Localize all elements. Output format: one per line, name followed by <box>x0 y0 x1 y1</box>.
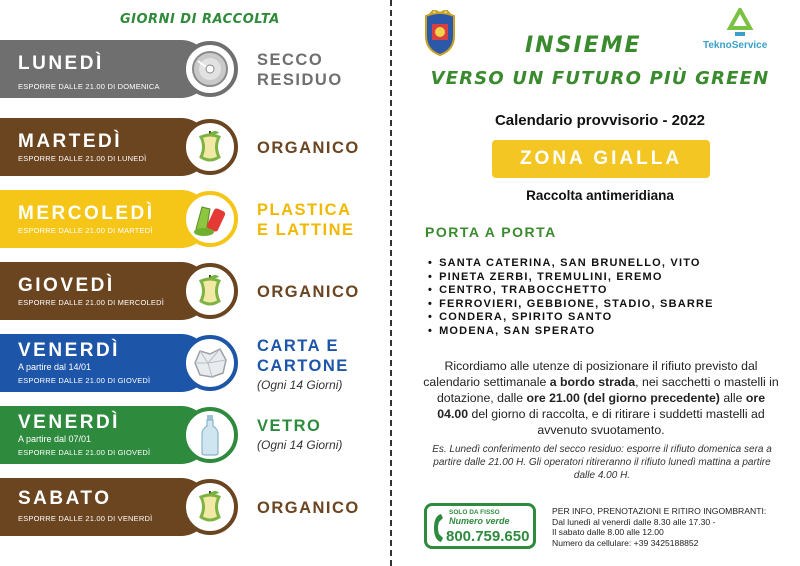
day-name: MERCOLEDÌ <box>18 203 155 224</box>
list-item: • PINETA ZERBI, TREMULINI, EREMO <box>428 271 714 285</box>
dashed-divider <box>390 0 392 566</box>
info-line: Numero da cellulare: +39 3425188852 <box>552 537 699 548</box>
phone-number[interactable]: 800.759.650 <box>446 528 530 545</box>
reminder-paragraph <box>420 358 782 438</box>
day-note: ESPORRE DALLE 21.00 DI GIOVEDÌ <box>18 376 151 385</box>
waste-line: VETRO <box>257 417 322 435</box>
section-heading: PORTA A PORTA <box>425 224 557 240</box>
glass-bottle-icon <box>182 407 238 463</box>
waste-type <box>257 138 360 158</box>
day-name: MARTEDÌ <box>18 131 123 152</box>
plastic-can-icon <box>182 191 238 247</box>
reminder-text: del giorno di raccolta, e di ritirare i suddetti mastelli ad avvenuto svuotamento. <box>468 407 765 437</box>
day-row-mercoledi <box>0 190 390 248</box>
reminder-bold: a bordo strada <box>549 375 636 389</box>
headline-insieme: INSIEME <box>525 33 642 58</box>
waste-line: CARTONE <box>257 357 349 375</box>
list-item: • MODENA, SAN SPERATO <box>428 325 714 339</box>
day-name: VENERDÌ <box>18 412 120 433</box>
apple-core-icon <box>182 119 238 175</box>
phone-landline-only: SOLO DA FISSO <box>449 509 500 516</box>
crumpled-paper-icon <box>182 335 238 391</box>
reminder-text: alle <box>719 391 746 405</box>
day-note: ESPORRE DALLE 21.00 DI MERCOLEDÌ <box>18 298 165 307</box>
collection-time: Raccolta antimeridiana <box>526 188 674 203</box>
waste-type <box>257 416 321 436</box>
phone-icon <box>431 512 445 544</box>
list-item: • CENTRO, TRABOCCHETTO <box>428 284 714 298</box>
info-line: Dal lunedì al venerdì dalle 8.30 alle 17.30 - <box>552 516 716 527</box>
apple-core-icon <box>182 479 238 535</box>
day-name: LUNEDÌ <box>18 53 104 74</box>
day-row-lunedi <box>0 40 390 98</box>
list-item: • CONDERA, SPIRITO SANTO <box>428 311 714 325</box>
day-start-date: A partire dal 14/01 <box>18 362 92 372</box>
list-item: • FERROVIERI, GEBBIONE, STADIO, SBARRE <box>428 298 714 312</box>
waste-line: RESIDUO <box>257 71 343 89</box>
calendar-title: Calendario provvisorio - 2022 <box>494 112 706 129</box>
day-band <box>0 40 210 98</box>
day-note: ESPORRE DALLE 21.00 DI LUNEDÌ <box>18 154 147 163</box>
waste-line: PLASTICA <box>257 201 352 219</box>
day-row-sabato <box>0 478 390 536</box>
zone-badge: ZONA GIALLA <box>492 140 710 178</box>
day-name: GIOVEDÌ <box>18 275 115 296</box>
day-name: VENERDÌ <box>18 340 120 361</box>
day-band <box>0 478 210 536</box>
info-block <box>552 506 792 548</box>
frequency-note: (Ogni 14 Giorni) <box>257 378 343 392</box>
example-note: Es. Lunedì conferimento del secco residuo: esporre il rifiuto domenica sera a partire dalle 21.00 H. Gli operatori ritireranno il rifiuto lunedì mattina a partire dalle 4.00 H. <box>432 444 772 481</box>
headline-green-future: VERSO UN FUTURO PIÙ GREEN <box>430 68 770 89</box>
day-name: SABATO <box>18 488 112 509</box>
day-row-giovedi <box>0 262 390 320</box>
waste-line: ORGANICO <box>257 139 360 157</box>
waste-type <box>257 200 355 240</box>
waste-line: E LATTINE <box>257 221 355 239</box>
day-note: ESPORRE DALLE 21.00 DI GIOVEDÌ <box>18 448 151 457</box>
list-item: • SANTA CATERINA, SAN BRUNELLO, VITO <box>428 257 714 271</box>
day-row-martedi <box>0 118 390 176</box>
waste-type <box>257 336 349 376</box>
toll-free-box[interactable] <box>424 503 536 549</box>
day-band <box>0 118 210 176</box>
waste-line: ORGANICO <box>257 283 360 301</box>
municipal-crest-icon <box>420 10 460 56</box>
info-line: PER INFO, PRENOTAZIONI E RITIRO INGOMBRANTI: <box>552 506 767 516</box>
waste-line: ORGANICO <box>257 499 360 517</box>
frequency-note: (Ogni 14 Giorni) <box>257 438 343 452</box>
day-band <box>0 334 210 392</box>
day-row-venerdi-vetro <box>0 406 390 464</box>
day-note: ESPORRE DALLE 21.00 DI VENERDÌ <box>18 514 153 523</box>
day-row-venerdi-carta <box>0 334 390 392</box>
day-note: ESPORRE DALLE 21.00 DI DOMENICA <box>18 82 160 91</box>
waste-line: CARTA E <box>257 337 339 355</box>
day-band <box>0 190 210 248</box>
waste-type <box>257 498 360 518</box>
teknoservice-brand: TeknoService <box>703 40 768 51</box>
day-band <box>0 406 210 464</box>
info-line: Il sabato dalle 8.00 alle 12.00 <box>552 527 664 537</box>
waste-line: SECCO <box>257 51 324 69</box>
day-start-date: A partire dal 07/01 <box>18 434 92 444</box>
reminder-text: , nei sacchetti o mastelli in dotazione, dalle <box>436 375 779 405</box>
day-note: ESPORRE DALLE 21.00 DI MARTEDÌ <box>18 226 153 235</box>
apple-core-icon <box>182 263 238 319</box>
disc-icon <box>182 41 238 97</box>
waste-type <box>257 50 343 90</box>
waste-type <box>257 282 360 302</box>
reminder-bold: ore 04.00 <box>437 391 766 421</box>
phone-label: Numero verde <box>449 516 510 526</box>
schedule-title: GIORNI DI RACCOLTA <box>120 12 280 27</box>
day-band <box>0 262 210 320</box>
reminder-bold: ore 21.00 (del giorno precedente) <box>526 391 720 405</box>
reminder-text: Ricordiamo alle utenze di posizionare il rifiuto previsto dal calendario settimanale <box>423 359 758 389</box>
zone-list <box>428 257 714 338</box>
